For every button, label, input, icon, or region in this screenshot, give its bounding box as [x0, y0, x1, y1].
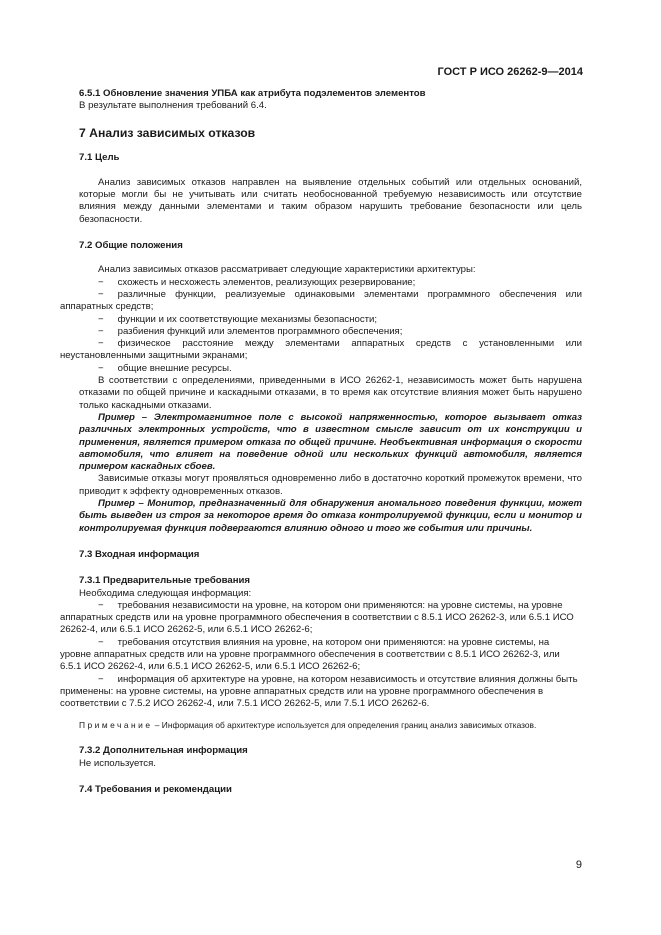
- list-item: − информация об архитектуре на уровне, на котором независимость и отсутствие влияния должны быть применены: на уровне системы, на уровне аппаратных средств или на уровне программного обеспечения в соответствии с 7.5.2 ИСО 26262-4, или 7.5.1 ИСО 26262-5, или 7.5.1 ИСО 26262-6.: [60, 673, 578, 710]
- list-item: − функции и их соответствующие механизмы безопасности;: [98, 313, 378, 325]
- section-7-2-intro: Анализ зависимых отказов рассматривает следующие характеристики архитектуры:: [98, 264, 476, 276]
- dash-marker: −: [98, 325, 104, 337]
- page-number: 9: [575, 859, 582, 871]
- section-6-5-1-title: 6.5.1 Обновление значения УПБА как атрибута подэлементов элементов: [79, 88, 426, 99]
- example-1: Пример – Электромагнитное поле с высокой напряженностью, которое вызывает отказ различных электронных устройств, что в известном смысле зависит от их конструкции и применения, является примером отказа по общей причине. Необъективная информация о скорости автомобиля, что влияет на поведение одной или нескольких функций автомобиля, является примером каскадных сбоев.: [79, 411, 582, 473]
- section-6-5-1-text: В результате выполнения требований 6.4.: [79, 100, 267, 112]
- dash-marker: −: [98, 313, 104, 325]
- section-7-title: 7 Анализ зависимых отказов: [79, 125, 256, 140]
- list-item: − общие внешние ресурсы.: [98, 362, 232, 374]
- note: [79, 720, 582, 731]
- section-7-2-title: 7.2 Общие положения: [79, 240, 183, 252]
- section-7-1-title: 7.1 Цель: [79, 151, 120, 163]
- section-7-2-list: [60, 277, 582, 375]
- list-item: − разбиения функций или элементов программного обеспечения;: [98, 325, 403, 337]
- list-item: − физическое расстояние между элементами аппаратных средств с установленными или неустановленными защитными экранами;: [60, 338, 582, 362]
- section-7-2-paragraph-2: В соответствии с определениями, приведенными в ИСО 26262-1, независимость может быть нарушена отказами по общей причине и каскадными отказами, в то время как отсутствие влияния может быть нарушено только каскадными отказами.: [79, 375, 582, 411]
- document-header: ГОСТ Р ИСО 26262-9—2014: [437, 66, 583, 78]
- dash-marker: −: [98, 362, 104, 374]
- list-item: − требования отсутствия влияния на уровне, на котором они применяются: на уровне системы, на уровне аппаратных средств или на уровне программного обеспечения в соответствии с 8.5.1 ИСО 26262-3, или 6.5.1 ИСО 26262-4, или 6.5.1 ИСО 26262-5, или 6.5.1 ИСО 26262-6;: [60, 636, 560, 673]
- section-7-3-2-text: Не используется.: [79, 757, 156, 769]
- list-item: − различные функции, реализуемые одинаковыми элементами программного обеспечения или аппаратных средств;: [60, 288, 582, 313]
- note-label: Примечание: [79, 720, 153, 731]
- note-text: – Информация об архитектуре используется для определения границ анализ зависимых отказов.: [152, 720, 537, 731]
- section-7-3-title: 7.3 Входная информация: [79, 548, 200, 560]
- section-7-4-title: 7.4 Требования и рекомендации: [79, 784, 232, 796]
- section-7-1-paragraph: Анализ зависимых отказов направлен на выявление отдельных событий или отдельных оснований, которые могли бы не учитывать или считать необоснованной требуемую независимость или отсутствие влияния между данными элементами и таким образом нарушить требование безопасности или цель безопасности.: [79, 176, 582, 225]
- dash-marker: −: [98, 276, 104, 288]
- list-item: − требования независимости на уровне, на котором они применяются: на уровне системы, на уровне аппаратных средств или на уровне программного обеспечения в соответствии с 8.5.1 ИСО 26262-3, или 6.5.1 ИСО 26262-4, или 6.5.1 ИСО 26262-5, или 6.5.1 ИСО 26262-6;: [60, 599, 574, 636]
- list-item: − схожесть и несхожесть элементов, реализующих резервирование;: [98, 276, 416, 288]
- dash-marker: −: [98, 673, 104, 685]
- dash-marker: −: [98, 599, 104, 611]
- section-7-2-paragraph-3: Зависимые отказы могут проявляться одновременно либо в достаточно короткий промежуток времени, что приводит к эффекту одновременных отказов.: [79, 473, 582, 497]
- dash-marker: −: [98, 338, 104, 350]
- section-7-3-1-title: 7.3.1 Предварительные требования: [79, 575, 251, 587]
- section-7-3-1-list: [60, 600, 582, 711]
- section-7-3-2-title: 7.3.2 Дополнительная информация: [79, 745, 248, 757]
- page-body: [60, 88, 582, 796]
- dash-marker: −: [98, 636, 104, 648]
- dash-marker: −: [98, 288, 104, 300]
- example-2: Пример – Монитор, предназначенный для обнаружения аномального поведения функции, может быть выведен из строя за некоторое время до отказа контролируемой функции, если и монитор и контролируемая функция подвергаются влиянию одного и того же события или причины.: [79, 498, 582, 534]
- section-7-3-1-intro: Необходима следующая информация:: [79, 587, 252, 599]
